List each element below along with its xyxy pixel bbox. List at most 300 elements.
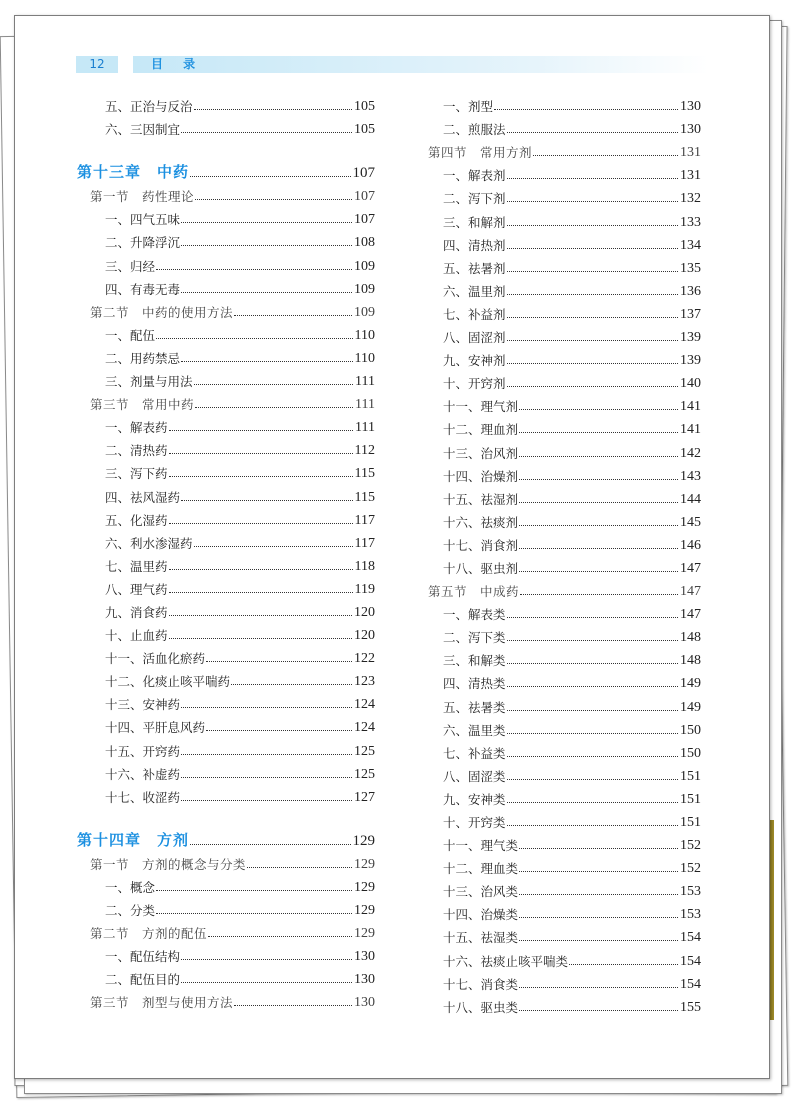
dot-leader [494, 109, 678, 110]
toc-item-entry[interactable] [415, 669, 701, 692]
dot-leader [190, 176, 350, 177]
entry-page-number: 111 [355, 420, 375, 436]
entry-page-number: 148 [680, 653, 701, 669]
entry-page-number: 109 [354, 281, 375, 297]
dot-leader [156, 890, 352, 891]
toc-item-entry[interactable] [415, 438, 701, 461]
entry-page-number: 130 [680, 122, 701, 138]
entry-page-number: 154 [680, 953, 701, 969]
entry-page-number: 152 [680, 838, 701, 854]
entry-page-number: 147 [680, 607, 701, 623]
toc-item-entry[interactable] [77, 367, 375, 390]
toc-item-entry[interactable] [77, 506, 375, 529]
entry-title: 第二节 方剂的配伍 [90, 926, 208, 942]
entry-page-number: 146 [680, 537, 701, 553]
dot-leader [519, 432, 678, 433]
entry-title: 二、泻下类 [443, 630, 506, 646]
entry-title: 八、理气药 [105, 581, 168, 597]
entry-page-number: 125 [354, 766, 375, 782]
entry-title: 十四、治燥剂 [443, 468, 519, 484]
toc-item-entry[interactable] [77, 690, 375, 713]
entry-title: 八、固涩类 [443, 768, 506, 784]
entry-title: 四、清热类 [443, 676, 506, 692]
entry-title: 七、温里药 [105, 558, 168, 574]
entry-page-number: 105 [354, 99, 375, 115]
entry-page-number: 150 [680, 745, 701, 761]
entry-title: 七、补益类 [443, 745, 506, 761]
entry-title: 十三、治风剂 [443, 445, 519, 461]
dot-leader [234, 315, 352, 316]
entry-title: 十二、化痰止咳平喘药 [105, 674, 231, 690]
toc-item-entry[interactable] [415, 415, 701, 438]
entry-title: 十四、平肝息风药 [105, 720, 206, 736]
dot-leader [507, 248, 678, 249]
entry-title: 第三节 常用中药 [90, 397, 195, 413]
entry-title: 第十三章 中药 [77, 163, 190, 182]
toc-item-entry[interactable] [415, 369, 701, 392]
entry-title: 一、解表剂 [443, 168, 506, 184]
entry-page-number: 130 [354, 949, 375, 965]
entry-title: 二、煎服法 [443, 122, 506, 138]
dot-leader [507, 225, 678, 226]
dot-leader [507, 201, 678, 202]
toc-item-entry[interactable] [77, 529, 375, 552]
toc-item-entry[interactable] [415, 300, 701, 323]
dot-leader [169, 523, 353, 524]
entry-page-number: 123 [354, 674, 375, 690]
toc-item-entry[interactable] [415, 161, 701, 184]
dot-leader [520, 594, 678, 595]
toc-item-entry[interactable] [77, 783, 375, 806]
toc-item-entry[interactable] [77, 413, 375, 436]
entry-title: 三、泻下药 [105, 466, 168, 482]
entry-page-number: 122 [354, 651, 375, 667]
toc-item-entry[interactable] [415, 277, 701, 300]
dot-leader [181, 222, 352, 223]
entry-page-number: 151 [680, 768, 701, 784]
entry-page-number: 154 [680, 976, 701, 992]
entry-page-number: 129 [352, 832, 375, 849]
entry-title: 十二、理血类 [443, 861, 519, 877]
dot-leader [169, 453, 353, 454]
dot-leader [181, 245, 352, 246]
toc-item-entry[interactable] [77, 228, 375, 251]
entry-page-number: 124 [354, 697, 375, 713]
entry-title: 十二、理血剂 [443, 422, 519, 438]
toc-item-entry[interactable] [77, 321, 375, 344]
toc-item-entry[interactable] [77, 482, 375, 505]
toc-chapter-entry[interactable] [77, 158, 375, 182]
entry-page-number: 120 [354, 628, 375, 644]
entry-title: 二、清热药 [105, 443, 168, 459]
toc-item-entry[interactable] [77, 965, 375, 988]
entry-title: 十、止血药 [105, 628, 168, 644]
dot-leader [507, 340, 678, 341]
toc-item-entry[interactable] [415, 946, 701, 969]
entry-title: 第十四章 方剂 [77, 830, 190, 849]
dot-leader [519, 917, 678, 918]
entry-title: 第四节 常用方剂 [428, 145, 533, 161]
dot-leader [519, 571, 678, 572]
toc-item-entry[interactable] [77, 92, 375, 115]
toc-item-entry[interactable] [77, 251, 375, 274]
toc-item-entry[interactable] [415, 346, 701, 369]
toc-section-entry[interactable] [77, 988, 375, 1011]
toc-item-entry[interactable] [77, 598, 375, 621]
toc-item-entry[interactable] [77, 459, 375, 482]
entry-title: 十、开窍类 [443, 815, 506, 830]
entry-title: 一、概念 [105, 879, 156, 895]
toc-item-entry[interactable] [415, 646, 701, 669]
dot-leader [519, 502, 678, 503]
dot-leader [169, 430, 354, 431]
dot-leader [507, 802, 678, 803]
entry-title: 一、配伍 [105, 327, 156, 343]
entry-page-number: 119 [354, 581, 375, 597]
entry-page-number: 129 [354, 903, 375, 918]
entry-title: 三、剂量与用法 [105, 374, 193, 390]
dot-leader [519, 987, 678, 988]
dot-leader [169, 569, 353, 570]
toc-item-entry[interactable] [415, 993, 701, 1016]
toc-item-entry[interactable] [415, 970, 701, 993]
toc-item-entry[interactable] [415, 508, 701, 531]
toc-item-entry[interactable] [77, 436, 375, 459]
entry-title: 二、配伍目的 [105, 972, 181, 988]
dot-leader [206, 730, 352, 731]
dot-leader [181, 959, 352, 960]
entry-title: 十一、理气类 [443, 838, 519, 854]
entry-title: 一、解表药 [105, 420, 168, 436]
dot-leader [507, 178, 678, 179]
entry-page-number: 107 [354, 189, 375, 205]
entry-page-number: 130 [354, 995, 375, 1011]
toc-item-entry[interactable] [415, 207, 701, 230]
entry-title: 九、消食药 [105, 604, 168, 620]
page-title: 目 录 [151, 57, 204, 71]
entry-title: 三、和解类 [443, 653, 506, 669]
entry-page-number: 135 [680, 260, 701, 276]
dot-leader [519, 1010, 678, 1011]
entry-page-number: 133 [680, 214, 701, 230]
entry-title: 二、分类 [105, 903, 156, 918]
entry-page-number: 127 [354, 789, 375, 805]
toc-item-entry[interactable] [415, 739, 701, 762]
entry-title: 二、升降浮沉 [105, 235, 181, 251]
entry-page-number: 130 [354, 972, 375, 988]
entry-page-number: 115 [354, 466, 375, 482]
entry-page-number: 136 [680, 283, 701, 299]
entry-page-number: 150 [680, 722, 701, 738]
entry-page-number: 139 [680, 330, 701, 346]
toc-item-entry[interactable] [415, 531, 701, 554]
entry-page-number: 145 [680, 514, 701, 530]
entry-title: 五、化湿药 [105, 512, 168, 528]
dot-leader [507, 686, 678, 687]
entry-page-number: 110 [354, 350, 375, 366]
toc-item-entry[interactable] [415, 485, 701, 508]
toc-item-entry[interactable] [415, 923, 701, 946]
toc-item-entry[interactable] [415, 231, 701, 254]
toc-item-entry[interactable] [415, 785, 701, 808]
entry-page-number: 153 [680, 884, 701, 900]
entry-title: 第一节 方剂的概念与分类 [90, 856, 247, 872]
entry-title: 十七、消食剂 [443, 537, 519, 553]
dot-leader [519, 548, 678, 549]
entry-title: 七、补益剂 [443, 306, 506, 322]
dot-leader [156, 913, 352, 914]
toc-item-entry[interactable] [77, 575, 375, 598]
entry-page-number: 139 [680, 353, 701, 369]
entry-title: 十八、驱虫类 [443, 999, 519, 1015]
toc-item-entry[interactable] [77, 644, 375, 667]
entry-page-number: 118 [354, 558, 375, 574]
entry-page-number: 149 [680, 676, 701, 692]
toc-item-entry[interactable] [77, 736, 375, 759]
toc-section-entry[interactable] [77, 298, 375, 321]
dot-leader [194, 109, 352, 110]
dot-leader [194, 546, 353, 547]
entry-page-number: 149 [680, 699, 701, 715]
entry-title: 一、配伍结构 [105, 949, 181, 965]
entry-title: 一、剂型 [443, 99, 494, 115]
toc-item-entry[interactable] [77, 713, 375, 736]
entry-page-number: 153 [680, 907, 701, 923]
toc-item-entry[interactable] [77, 760, 375, 783]
toc-section-entry[interactable] [415, 577, 701, 600]
entry-title: 一、解表类 [443, 607, 506, 623]
entry-title: 十六、补虚药 [105, 766, 181, 782]
entry-page-number: 111 [355, 397, 375, 413]
toc-item-entry[interactable] [415, 462, 701, 485]
toc-section-entry[interactable] [77, 850, 375, 873]
entry-title: 四、祛风湿药 [105, 489, 181, 505]
entry-page-number: 120 [354, 604, 375, 620]
dot-leader [507, 710, 678, 711]
toc-item-entry[interactable] [77, 873, 375, 896]
toc-item-entry[interactable] [77, 942, 375, 965]
dot-leader [507, 756, 678, 757]
dot-leader [181, 982, 352, 983]
dot-leader [206, 661, 352, 662]
dot-leader [507, 271, 678, 272]
toc-section-entry[interactable] [77, 182, 375, 205]
dot-leader [194, 384, 354, 385]
dot-leader [190, 844, 350, 845]
dot-leader [181, 292, 352, 293]
entry-title: 十五、祛湿剂 [443, 491, 519, 507]
entry-title: 五、正治与反治 [105, 99, 193, 115]
entry-page-number: 105 [354, 122, 375, 138]
dot-leader [507, 386, 678, 387]
entry-title: 十三、安神药 [105, 697, 181, 713]
entry-title: 第三节 剂型与使用方法 [90, 995, 234, 1011]
dot-leader [519, 871, 678, 872]
dot-leader [181, 754, 352, 755]
dot-leader [169, 615, 352, 616]
toc-item-entry[interactable] [415, 554, 701, 577]
dot-leader [507, 617, 678, 618]
entry-page-number: 132 [680, 191, 701, 207]
toc-item-entry[interactable] [415, 600, 701, 623]
entry-title: 第一节 药性理论 [90, 189, 195, 205]
dot-leader [507, 733, 678, 734]
entry-page-number: 152 [680, 861, 701, 877]
toc-item-entry[interactable] [77, 205, 375, 228]
entry-page-number: 112 [354, 443, 375, 459]
toc-section-entry[interactable] [77, 919, 375, 942]
dot-leader [169, 638, 352, 639]
toc-item-entry[interactable] [415, 392, 701, 415]
toc-item-entry[interactable] [77, 344, 375, 367]
entry-page-number: 109 [354, 304, 375, 320]
toc-item-entry[interactable] [415, 623, 701, 646]
toc-item-entry[interactable] [415, 92, 701, 115]
dot-leader [533, 155, 678, 156]
entry-title: 六、三因制宜 [105, 122, 181, 138]
toc-section-entry[interactable] [77, 390, 375, 413]
entry-title: 第五节 中成药 [428, 584, 520, 600]
dot-leader [507, 363, 678, 364]
entry-title: 十一、理气剂 [443, 399, 519, 415]
toc-item-entry[interactable] [415, 854, 701, 877]
entry-title: 第二节 中药的使用方法 [90, 304, 234, 320]
entry-title: 四、清热剂 [443, 237, 506, 253]
entry-title: 六、温里剂 [443, 283, 506, 299]
toc-item-entry[interactable] [415, 877, 701, 900]
toc-item-entry[interactable] [77, 621, 375, 644]
toc-page [14, 15, 770, 1079]
toc-chapter-entry[interactable] [77, 826, 375, 850]
dot-leader [195, 407, 353, 408]
entry-page-number: 142 [680, 445, 701, 461]
toc-item-entry[interactable] [415, 716, 701, 739]
entry-page-number: 107 [352, 165, 375, 182]
dot-leader [507, 825, 678, 826]
entry-page-number: 117 [354, 512, 375, 528]
toc-right-column [415, 92, 701, 1016]
entry-page-number: 129 [354, 879, 375, 895]
dot-leader [156, 338, 353, 339]
toc-item-entry[interactable] [77, 275, 375, 298]
toc-item-entry[interactable] [77, 115, 375, 138]
entry-page-number: 131 [680, 168, 701, 184]
toc-item-entry[interactable] [77, 552, 375, 575]
dot-leader [507, 640, 678, 641]
dot-leader [156, 269, 352, 270]
entry-page-number: 130 [680, 99, 701, 115]
toc-item-entry[interactable] [415, 762, 701, 785]
entry-title: 九、安神剂 [443, 353, 506, 369]
dot-leader [569, 964, 678, 965]
toc-left-column [77, 92, 375, 1011]
toc-item-entry[interactable] [415, 808, 701, 831]
dot-leader [507, 779, 678, 780]
dot-leader [234, 1005, 352, 1006]
entry-title: 十三、治风类 [443, 884, 519, 900]
dot-leader [519, 525, 678, 526]
toc-item-entry[interactable] [415, 254, 701, 277]
toc-section-entry[interactable] [415, 138, 701, 161]
dot-leader [507, 132, 678, 133]
dot-leader [169, 592, 353, 593]
entry-page-number: 144 [680, 491, 701, 507]
dot-leader [169, 476, 353, 477]
entry-title: 十四、治燥类 [443, 907, 519, 923]
entry-page-number: 117 [354, 535, 375, 551]
toc-item-entry[interactable] [415, 115, 701, 138]
dot-leader [519, 479, 678, 480]
toc-item-entry[interactable] [415, 184, 701, 207]
dot-leader [247, 867, 352, 868]
entry-page-number: 131 [680, 145, 701, 161]
entry-page-number: 109 [354, 258, 375, 274]
toc-item-entry[interactable] [77, 896, 375, 919]
entry-title: 十、开窍剂 [443, 376, 506, 392]
entry-page-number: 141 [680, 422, 701, 438]
entry-page-number: 129 [354, 856, 375, 872]
entry-page-number: 108 [354, 235, 375, 251]
entry-title: 五、祛暑剂 [443, 260, 506, 276]
entry-page-number: 141 [680, 399, 701, 415]
entry-page-number: 140 [680, 376, 701, 392]
dot-leader [181, 361, 353, 362]
entry-page-number: 125 [354, 743, 375, 759]
entry-title: 十七、消食类 [443, 976, 519, 992]
toc-item-entry[interactable] [415, 831, 701, 854]
entry-title: 五、祛暑类 [443, 699, 506, 715]
dot-leader [181, 500, 353, 501]
entry-page-number: 134 [680, 237, 701, 253]
entry-title: 十六、祛痰剂 [443, 514, 519, 530]
dot-leader [208, 936, 352, 937]
entry-page-number: 143 [680, 468, 701, 484]
dot-leader [507, 317, 678, 318]
entry-page-number: 147 [680, 560, 701, 576]
dot-leader [195, 199, 352, 200]
entry-page-number: 111 [355, 374, 375, 390]
dot-leader [519, 409, 678, 410]
entry-title: 二、用药禁忌 [105, 350, 181, 366]
toc-item-entry[interactable] [415, 323, 701, 346]
entry-title: 三、和解剂 [443, 214, 506, 230]
entry-page-number: 124 [354, 720, 375, 736]
entry-title: 九、安神类 [443, 791, 506, 807]
dot-leader [519, 894, 678, 895]
entry-title: 一、四气五味 [105, 212, 181, 228]
header-band [133, 56, 708, 73]
entry-title: 十六、祛痰止咳平喘类 [443, 953, 569, 969]
entry-title: 十七、收涩药 [105, 789, 181, 805]
toc-item-entry[interactable] [77, 667, 375, 690]
entry-page-number: 110 [354, 327, 375, 343]
entry-title: 十八、驱虫剂 [443, 560, 519, 576]
dot-leader [519, 456, 678, 457]
toc-item-entry[interactable] [415, 692, 701, 715]
dot-leader [181, 800, 352, 801]
entry-page-number: 129 [354, 926, 375, 942]
dot-leader [519, 940, 678, 941]
dot-leader [507, 663, 678, 664]
entry-title: 四、有毒无毒 [105, 281, 181, 297]
dot-leader [231, 684, 352, 685]
entry-title: 八、固涩剂 [443, 330, 506, 346]
entry-page-number: 151 [680, 791, 701, 807]
entry-page-number: 107 [354, 212, 375, 228]
dot-leader [181, 777, 352, 778]
entry-page-number: 148 [680, 630, 701, 646]
toc-item-entry[interactable] [415, 900, 701, 923]
